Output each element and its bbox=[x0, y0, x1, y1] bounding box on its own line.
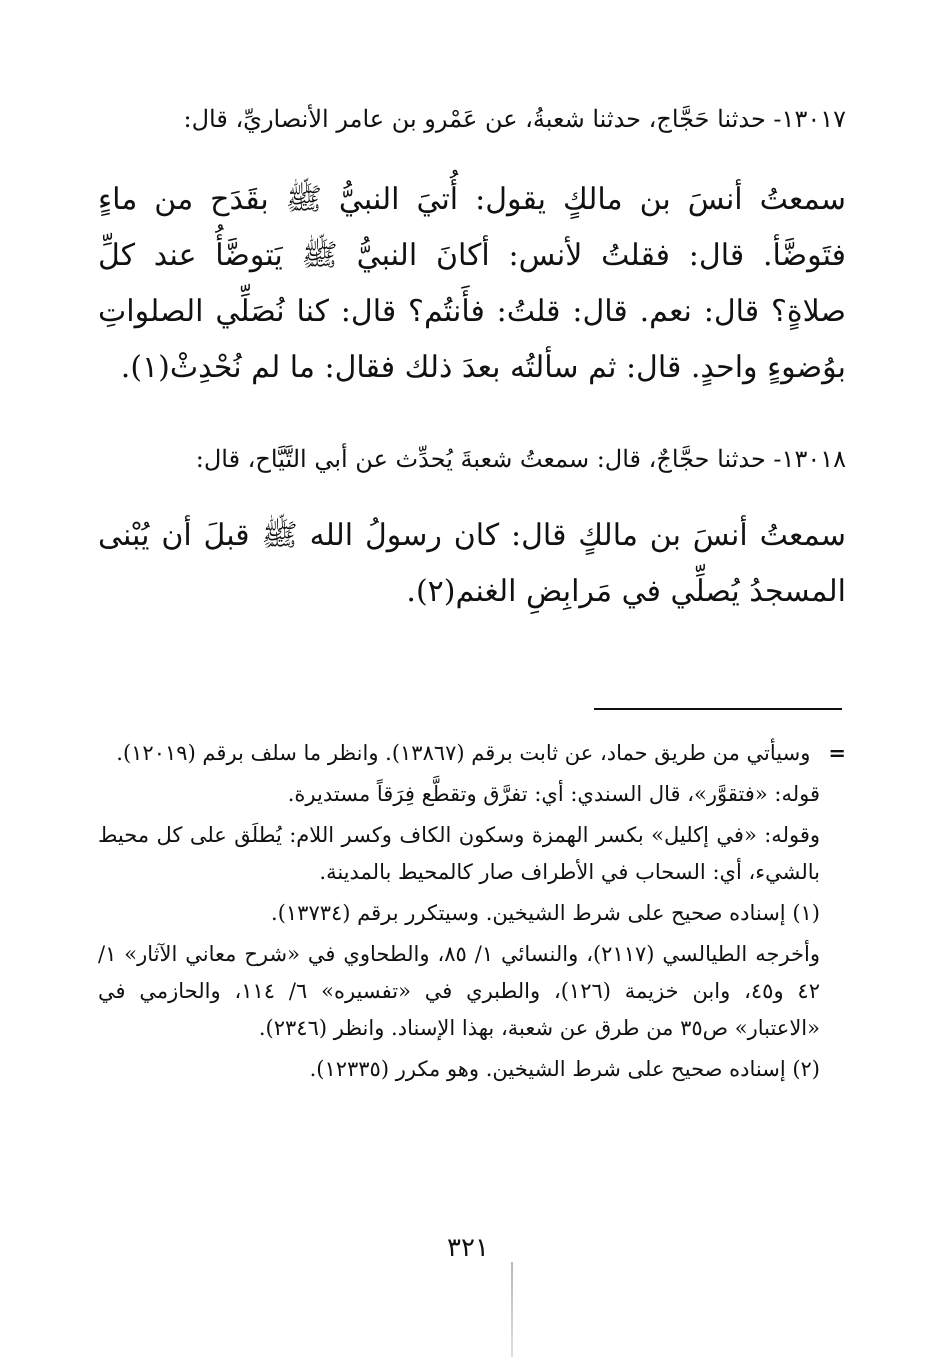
footnotes bbox=[98, 734, 846, 1092]
page-number: ٣٢١ bbox=[447, 1233, 489, 1263]
continuation-mark: = bbox=[828, 740, 846, 765]
hadith-13017 bbox=[98, 98, 846, 396]
footnote-continuation bbox=[98, 734, 846, 772]
hadith-chain: ١٣٠١٨- حدثنا حجَّاجٌ، قال: سمعتُ شعبةَ يُحدِّث عن أبي التَّيَّاح، قال: bbox=[195, 445, 846, 473]
hadith-text: سمعتُ أنسَ بن مالكٍ قال: كان رسولُ الله ﷺ قبلَ أن يُبْنى المسجدُ يُصلِّي في مَرابِضِ الغنم(٢). bbox=[98, 518, 846, 609]
hadith-chain: ١٣٠١٧- حدثنا حَجَّاج، حدثنا شعبةُ، عن عَمْرو بن عامر الأنصاريِّ، قال: bbox=[183, 105, 846, 133]
footnote-separator bbox=[594, 708, 842, 710]
hadith-13018 bbox=[98, 438, 846, 620]
footnote-1-sources: وأخرجه الطيالسي (٢١١٧)، والنسائي ١/ ٨٥، والطحاوي في «شرح معاني الآثار» ١/ ٤٢ و٤٥، وابن خزيمة (١٢٦)، والطبري في «تفسيره» ٦/ ١١٤، والحازمي في «الاعتبار» ص٣٥ من طرق عن شعبة، بهذا الإسناد. وانظر (٢٣٤٦). bbox=[98, 942, 820, 1040]
scan-artifact bbox=[511, 1262, 513, 1357]
footnote-2: (٢) إسناده صحيح على شرط الشيخين. وهو مكرر (١٢٣٣٥). bbox=[309, 1057, 820, 1081]
footnote-gloss-a: قوله: «فتقوَّر»، قال السندي: أي: تفرَّق وتقطَّع فِرَقاً مستديرة. bbox=[287, 782, 820, 806]
footnote-gloss-b: وقوله: «في إكليل» بكسر الهمزة وسكون الكاف وكسر اللام: يُطلَق على كل محيط بالشيء، أي: السحاب في الأطراف صار كالمحيط بالمدينة. bbox=[98, 823, 820, 884]
footnote-1: (١) إسناده صحيح على شرط الشيخين. وسيتكرر برقم (١٣٧٣٤). bbox=[271, 901, 820, 925]
footnote-continuation-text: وسيأتي من طريق حماد، عن ثابت برقم (١٣٨٦٧). وانظر ما سلف برقم (١٢٠١٩). bbox=[116, 741, 811, 765]
hadith-text: سمعتُ أنسَ بن مالكٍ يقول: أُتيَ النبيُّ ﷺ بقَدَح من ماءٍ فتَوضَّأ. قال: فقلتُ لأنس: أكانَ النبيُّ ﷺ يَتوضَّأُ عند كلِّ صلاةٍ؟ قال: نعم. قال: قلتُ: فأَنتُم؟ قال: كنا نُصَلِّي الصلواتِ بوُضوءٍ واحدٍ. قال: ثم سألتُه بعدَ ذلك فقال: ما لم نُحْدِثْ(١). bbox=[98, 182, 846, 385]
